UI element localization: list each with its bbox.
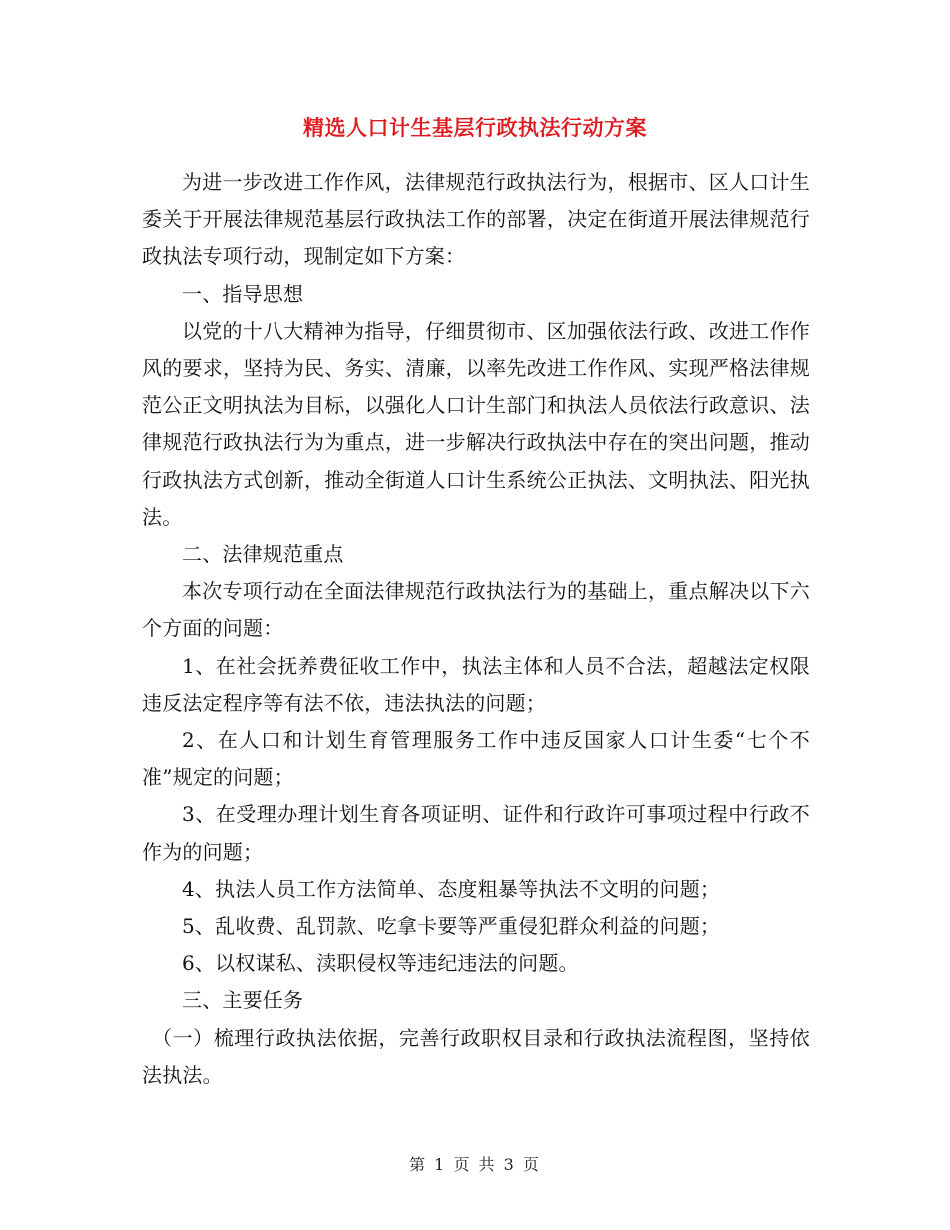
document-body	[142, 164, 810, 1094]
heading-key-points: 二、法律规范重点	[182, 542, 344, 567]
heading-main-tasks: 三、主要任务	[182, 988, 304, 1013]
list-item-5: 5、乱收费、乱罚款、吃拿卡要等严重侵犯群众利益的问题；	[182, 914, 721, 939]
paragraph-key-points: 本次专项行动在全面法律规范行政执法行为的基础上，重点解决以下六个方面的问题：	[142, 579, 810, 641]
list-item-6: 6、以权谋私、渎职侵权等违纪违法的问题。	[182, 951, 579, 976]
heading-guiding-ideology: 一、指导思想	[182, 281, 304, 306]
list-item-3: 3、在受理办理计划生育各项证明、证件和行政许可事项过程中行政不作为的问题；	[142, 802, 810, 864]
paragraph-task-1: （一）梳理行政执法依据，完善行政职权目录和行政执法流程图，坚持依法执法。	[142, 1025, 810, 1087]
list-item-4: 4、执法人员工作方法简单、态度粗暴等执法不文明的问题；	[182, 876, 721, 901]
paragraph-guiding-ideology: 以党的十八大精神为指导，仔细贯彻市、区加强依法行政、改进工作作风的要求，坚持为民、务实、清廉，以率先改进工作作风、实现严格法律规范公正文明执法为目标，以强化人口计生部门和执法人员依法行政意识、法律规范行政执法行为为重点，进一步解决行政执法中存在的突出问题，推动行政执法方式创新，推动全街道人口计生系统公正执法、文明执法、阳光执法。	[142, 318, 810, 529]
list-item-1: 1、在社会抚养费征收工作中，执法主体和人员不合法，超越法定权限违反法定程序等有法不依，违法执法的问题；	[142, 653, 810, 715]
document-title: 精选人口计生基层行政执法行动方案	[303, 115, 647, 140]
page-number-footer: 第 1 页 共 3 页	[409, 1155, 541, 1174]
paragraph-intro: 为进一步改进工作作风，法律规范行政执法行为，根据市、区人口计生委关于开展法律规范基层行政执法工作的部署，决定在街道开展法律规范行政执法专项行动，现制定如下方案：	[142, 170, 810, 269]
list-item-2: 2、在人口和计划生育管理服务工作中违反国家人口计生委“七个不准”规定的问题；	[142, 728, 810, 790]
